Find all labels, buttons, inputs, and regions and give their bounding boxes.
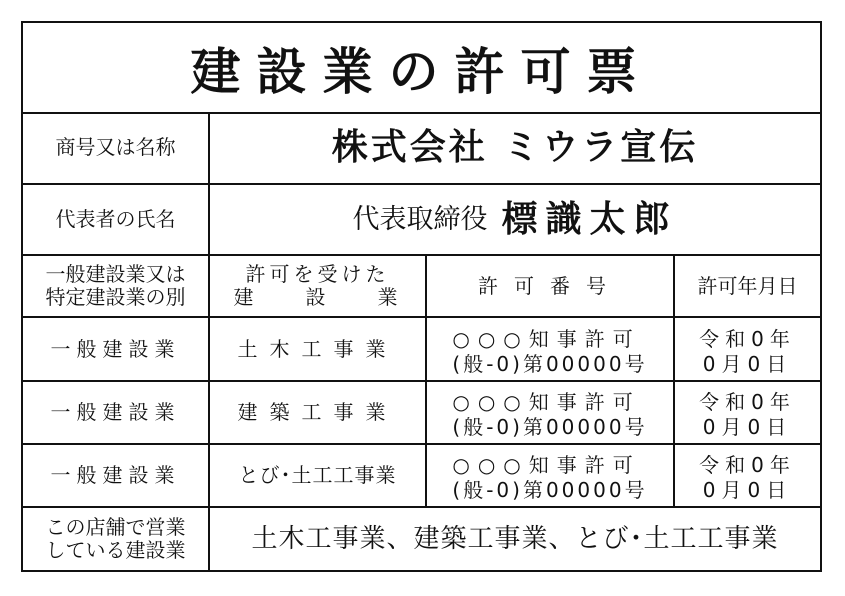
header-permit-work-line1: 許可を受けた [245, 262, 390, 286]
row3-work-text: とび･土工工事業 [238, 463, 397, 487]
trade-name-text: 株式会社 ミウラ宣伝 [331, 127, 699, 168]
header-permit-work-line2: 建 設 業 [233, 285, 402, 309]
row2-number-line1: ○○○知事許可 [452, 390, 641, 414]
row3-date-line1: 令和0年 [699, 453, 796, 477]
row1-number-line2: (般-0)第00000号 [452, 351, 648, 376]
header-type-line2: 特定建設業の別 [45, 285, 186, 309]
row1-date-line2: 0月0日 [702, 351, 793, 376]
row1-work [210, 318, 427, 382]
row2-date-line2: 0月0日 [702, 415, 793, 439]
works-label-line2: している建設業 [45, 538, 186, 562]
row3-number [427, 445, 675, 508]
row1-date-line1: 令和0年 [699, 326, 796, 351]
representative-role: 代表取締役 [352, 203, 488, 235]
representative-name: 標識太郎 [501, 199, 678, 240]
row2-date-line1: 令和0年 [699, 390, 796, 414]
row2-type [23, 382, 210, 445]
row3-work [210, 445, 427, 508]
row1-date [675, 318, 820, 382]
row3-type [23, 445, 210, 508]
trade-name-value [210, 112, 820, 185]
trade-name-label-text: 商号又は名称 [55, 135, 176, 159]
row1-number-line1: ○○○知事許可 [452, 326, 641, 351]
row3-number-line2: (般-0)第00000号 [452, 478, 648, 502]
header-permit-number [427, 256, 675, 318]
header-type-line1: 一般建設業又は [45, 262, 186, 286]
header-permit-number-text: 許可番号 [478, 273, 622, 298]
works-value [210, 508, 820, 570]
row1-work-text: 土木工事業 [237, 336, 398, 361]
representative-label [23, 185, 210, 256]
row3-date [675, 445, 820, 508]
works-value-text: 土木工事業、建築工事業、とび･土工工事業 [251, 523, 779, 554]
row3-date-line2: 0月0日 [702, 478, 793, 502]
row3-type-text: 一般建設業 [50, 463, 181, 487]
works-label [23, 508, 210, 570]
row2-work-text: 建築工事業 [237, 400, 398, 424]
trade-name-label [23, 112, 210, 185]
row1-type-text: 一般建設業 [50, 336, 181, 361]
row1-number [427, 318, 675, 382]
header-permit-date [675, 256, 820, 318]
works-label-line1: この店舗で営業 [45, 515, 186, 539]
header-permit-work [210, 256, 427, 318]
row2-type-text: 一般建設業 [50, 400, 181, 424]
permit-sign [21, 21, 822, 572]
representative-label-text: 代表者の氏名 [55, 207, 176, 231]
row2-number-line2: (般-0)第00000号 [452, 415, 648, 439]
header-permit-date-text: 許可年月日 [697, 273, 798, 298]
representative-value [210, 185, 820, 256]
row1-type [23, 318, 210, 382]
sign-title: 建設業の許可票 [23, 23, 820, 114]
row2-date [675, 382, 820, 445]
row2-work [210, 382, 427, 445]
row3-number-line1: ○○○知事許可 [452, 453, 641, 477]
header-type [23, 256, 210, 318]
row2-number [427, 382, 675, 445]
